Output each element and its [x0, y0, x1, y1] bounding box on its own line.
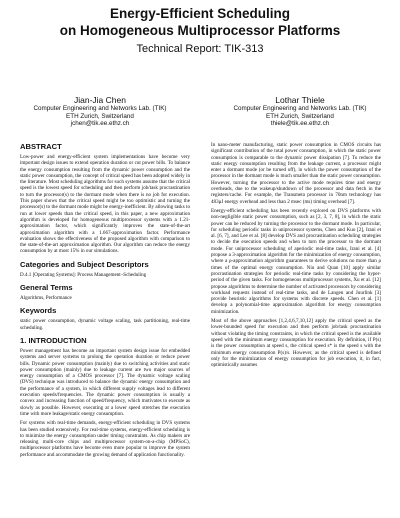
author-email: jchen@tik.ee.ethz.ch — [70, 120, 130, 128]
keywords-text: static power consumption, dynamic voltage scaling, task partitioning, real-time scheduling. — [20, 318, 190, 331]
abstract-text: Low-power and energy-efficient system implementations have become very important design issues to extend operation duration or cut power bills. To balance the energy consumption resulting from the dynamic power consumption and the static power consumption, the concept of critical speed has been adopted widely in the literature. Most scheduling algorithms for such systems assume that the critical speed is the lowest speed for scheduling and then perform job/task procrastination to turn the processor(s) to the dormant mode when there is no job for execution. This paper shows that the critical speed might be too optimistic and turning the processor(s) to the dormant mode might be energy-inefficient. By allowing tasks to run at lower speeds than the critical speed, in this paper, a new approximation algorithm is developed for homogeneous multiprocessor systems with a 1.21-approximation factor, which significantly improves the state-of-the-art approximation algorithm with a 1.667-approximation factor. Performance evaluation shows the effectiveness of the proposed algorithm with comparison to the state-of-the-art approximation algorithm. Our algorithm can reduce the energy consumption by at most 15% in our simulations. — [20, 154, 190, 255]
paper-subtitle: Technical Report: TIK-313 — [136, 43, 264, 55]
left-column — [20, 142, 190, 461]
author-affiliation: Computer Engineering and Networks Lab. (TIK) — [233, 105, 367, 112]
categories-text: D.4.1 [Operating Systems]: Process Management–Scheduling — [20, 271, 147, 278]
abstract-heading: ABSTRACT — [20, 142, 62, 151]
author-block-1 — [0, 95, 200, 128]
introduction-heading: 1. INTRODUCTION — [20, 335, 87, 345]
right-column — [211, 142, 381, 371]
author-block-2 — [200, 95, 400, 128]
keywords-heading: Keywords — [20, 306, 57, 316]
paper-title-line2: on Homogeneous Multiprocessor Platforms — [59, 23, 341, 38]
body-paragraph: Energy-efficient scheduling has been recently explored on DVS platforms with non-negligible static power consumption, such as [2, 3, 7, 8], in which the static power can be reduced by turning the processor to the dormant mode. In particular, for scheduling periodic tasks in uniprocessor systems, Chen and Kuo [2], Irani et al. [6, 7], and Lee et al. [8] develop DVS and procrastination scheduling strategies to decide the execution speeds and when to turn the processor to the dormant mode. For uniprocessor scheduling of aperiodic real-time tasks, Irani et al. [4] propose a 3-approximation algorithm for the minimization of energy consumption, where a ρ-approximation algorithm guarantees to derive solutions no more than ρ times of the optimal energy consumption. Niu and Quan [10] apply similar procrastination strategies for periodic real-time tasks by considering the hyper-period of the given tasks. For homogeneous multiprocessor systems, Xu et al. [12] propose algorithms to determine the number of activated processors by considering workload requests instead of real-time tasks, and de Langen and Juurlink [3] provide heuristic algorithms for systems with discrete speeds. Chen et al. [1] develop a polynomial-time approximation algorithm for energy consumption minimization. — [211, 207, 381, 315]
body-paragraph: Most of the above approaches [1,2,4,6,7,10,12] apply the critical speed as the lower-bounded speed for execution and then perform job/task procrastination without violating the timing constraints, in which the critical speed is the available speed with the minimum energy consumption for execution. By definition, if P(s) is the power consumption at speed s, the critical speed s* is the speed s with the minimum energy consumption P(s)/s. However, as the critical speed is defined only for the minimization of energy consumption for job execution, it, in fact, optimistically assumes — [211, 318, 381, 369]
author-name: Jian-Jia Chen — [74, 95, 126, 105]
author-affiliation: Computer Engineering and Networks Lab. (TIK) — [33, 105, 167, 112]
author-email: thiele@tik.ee.ethz.ch — [270, 120, 330, 128]
author-institution: ETH Zurich, Switzerland — [266, 112, 334, 120]
general-terms-heading: General Terms — [20, 283, 73, 293]
general-terms-text: Algorithms, Performance — [20, 295, 72, 302]
paper-title-line1: Energy-Efficient Scheduling — [109, 6, 291, 21]
body-paragraph: In nano-meter manufacturing, static power consumption in CMOS circuits has significant contribution of the total power consumption, in which the static power consumption is comparable to the dynamic power dissipation [7]. To reduce the static energy consumption resulting from the leakage current, a processor might enter a dormant mode (or be turned off), in which the power consumption of the processor in the dormant mode is much smaller than the static power consumption. However, turning the processor to the active mode requires time and energy overheads, due to the wakeup/shutdown of the processor and data fetch in the registers/cache. For example, the Transmeta processor in 70nm technology has 483μJ energy overhead and less than 2 msec (ms) timing overhead [7]. — [211, 142, 381, 205]
author-institution: ETH Zurich, Switzerland — [66, 112, 134, 120]
introduction-paragraph: Power management has become an important system design issue for embedded systems and server systems to prolong the operation duration or reduce power bills. Dynamic power consumption (mainly) due to switching activities and static power consumption (mainly) due to leakage current are two major sources of energy consumption of a CMOS processor [7]. The dynamic voltage scaling (DVS) technique was introduced to balance the dynamic energy consumption and the performance of a system, in which different supply voltages lead to different execution speeds/frequencies. The dynamic power consumption is usually a convex and increasing function of speed/frequency, which motivates to execute as slowly as possible. However, executing at a lower speed stretches the execution time with more leakage/static energy consumption. — [20, 347, 190, 417]
categories-heading: Categories and Subject Descriptors — [20, 259, 149, 269]
introduction-paragraph: For systems with real-time demands, energy-efficient scheduling in DVS systems has been studied extensively. For real-time systems, energy-efficient scheduling is to minimize the energy consumption under timing constraints. As chip makers are releasing multi-core chips and multiprocessor system-on-a-chip (MPSoC), multiprocessor platforms have become even more popular to improve the system performance and accommodate the growing demand of application functionality. — [20, 420, 190, 458]
author-name: Lothar Thiele — [275, 95, 325, 105]
